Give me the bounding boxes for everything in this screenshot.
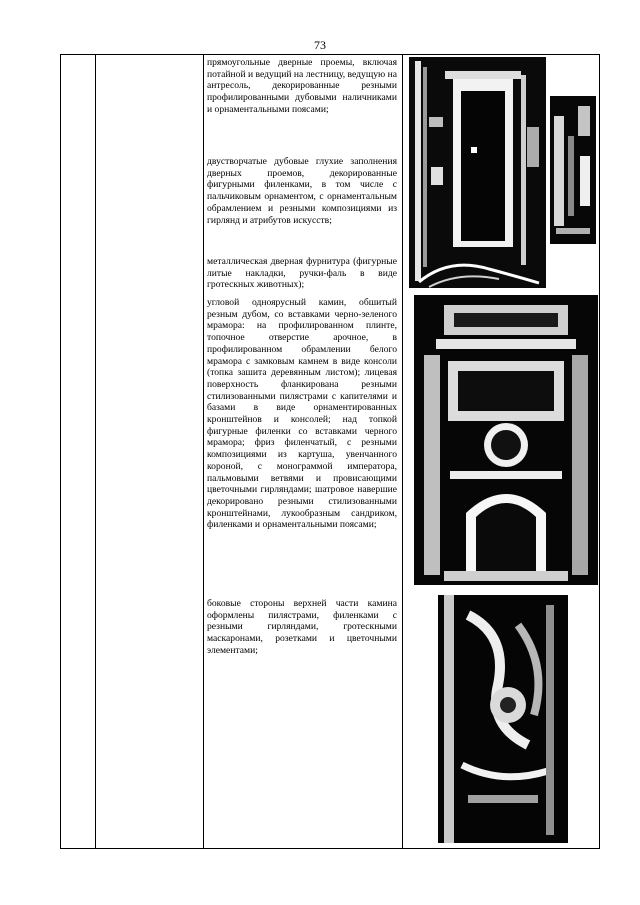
table-column-divider	[203, 54, 204, 848]
description-paragraph: угловой одноярусный камин, обшитый резным дубом, со вставками черно-зеленого мрамора: на профилированном плинте, топочное отверстие арочное, в профилированном обрамлении белого мрамора с замковым камнем в виде консоли (топка зашита деревянным листом); лицевая поверхность фланкирована резными стилизованными пилястрами с капителями и базами в виде орнаментированных кронштейнов и консолей; над топкой фигурные филенки со вставками черного мрамора; фриз филенчатый, с резными композициями из картуша, увенчанного короной, с монограммой императора, пальмовыми ветвями и провисающими цветочными гирляндами; шатровое навершие декорировано резными стилизованными кронштейнами, лукообразным сандриком, филенками и орнаментальными поясами;	[207, 297, 397, 531]
table-border-left	[60, 54, 61, 848]
table-column-divider	[402, 54, 403, 848]
table-border-right	[599, 54, 600, 848]
fireplace-photo	[414, 295, 598, 585]
door-detail-photo	[550, 96, 596, 244]
table-bottom-border	[60, 848, 600, 849]
doorway-photo	[409, 57, 546, 288]
table-top-border	[60, 54, 600, 55]
description-paragraph: двустворчатые дубовые глухие заполнения дверных проемов, декорированные фигурными филенками, в том числе с пальчиковым орнаментом, с орнаментальным обрамлением и резными композициями из гирлянд и атрибутов искусств;	[207, 156, 397, 226]
description-paragraph: боковые стороны верхней части камина оформлены пилястрами, филенками с резными гирляндами, гротескными маскаронами, розетками и цветочными элементами;	[207, 598, 397, 656]
fireplace-side-photo	[438, 595, 568, 843]
description-paragraph: прямоугольные дверные проемы, включая потайной и ведущий на лестницу, ведущую на антресоль, декорированные резными профилированными дубовыми наличниками и орнаментальными поясами;	[207, 57, 397, 115]
description-paragraph: металлическая дверная фурнитура (фигурные литые накладки, ручки-фаль в виде гротескных животных);	[207, 256, 397, 291]
page-number: 73	[314, 38, 326, 52]
table-column-divider	[95, 54, 96, 848]
